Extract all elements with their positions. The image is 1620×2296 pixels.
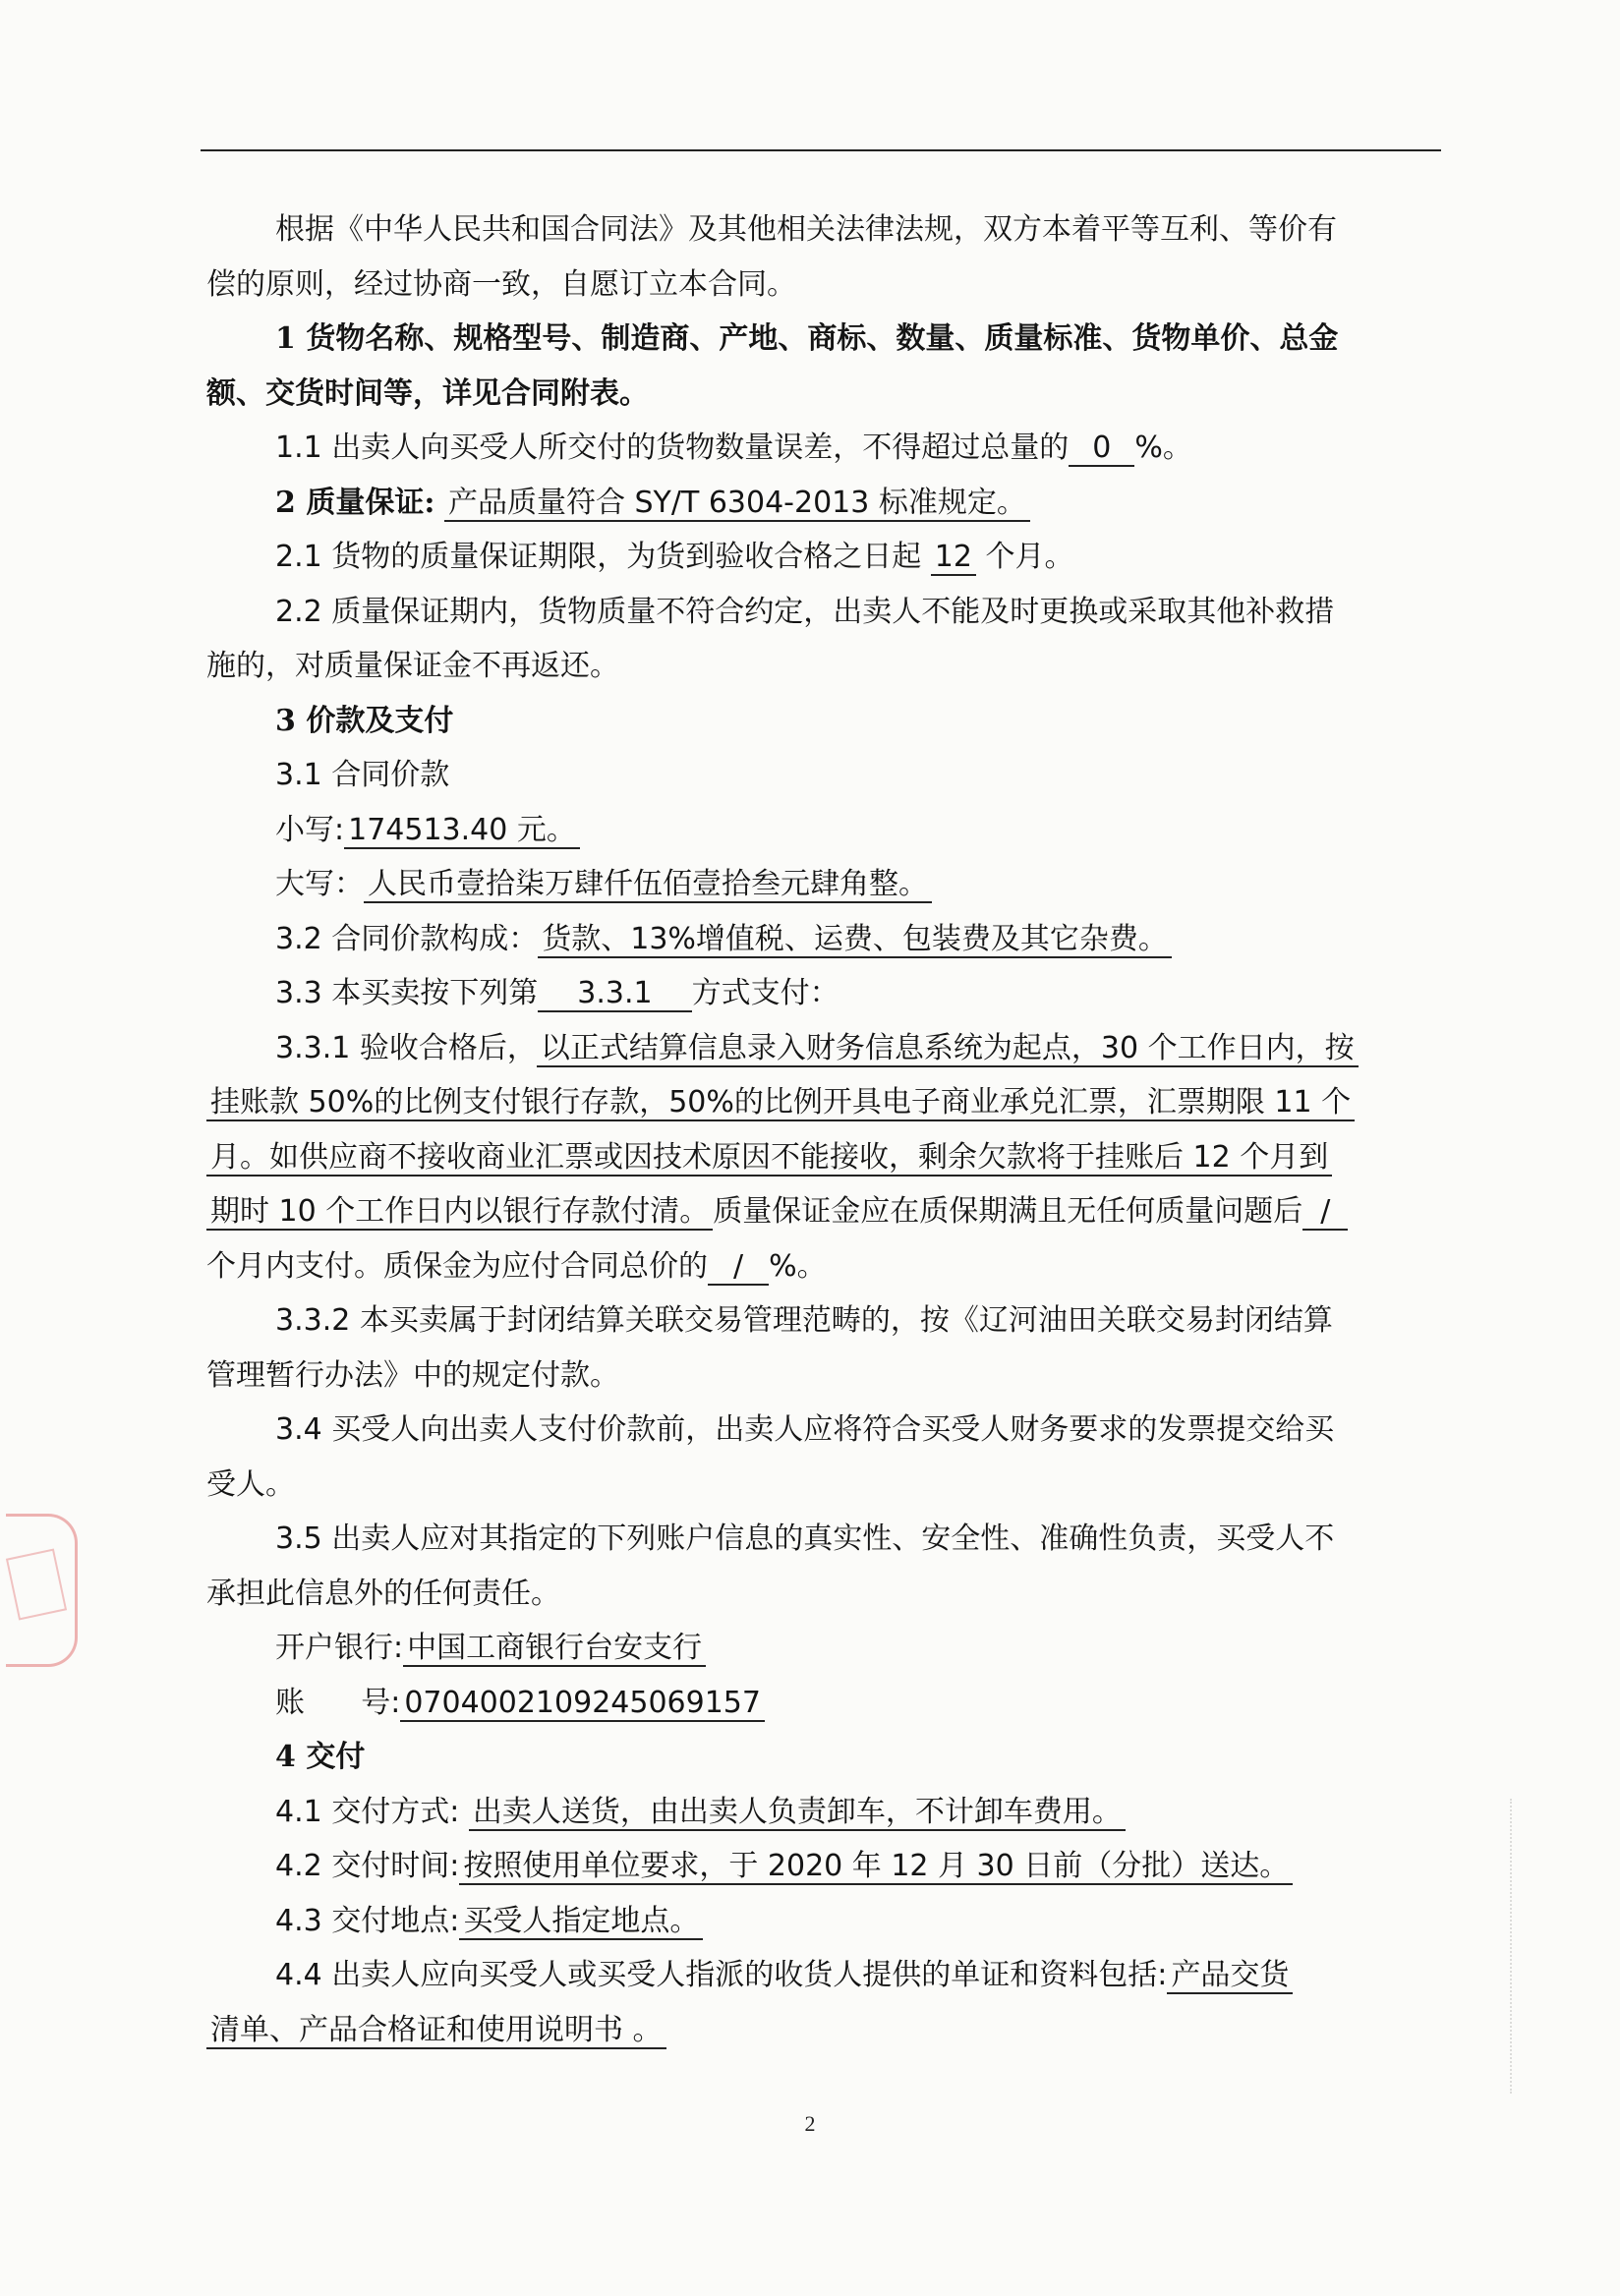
clause-3-3-1-line-2 — [206, 1075, 1443, 1130]
quality-standard-value: 产品质量符合 SY/T 6304-2013 标准规定。 — [444, 486, 1030, 522]
warranty-deposit-percent-value: / — [708, 1249, 769, 1286]
clause-text: 个月内支付。质保金为应付合同总价的 — [206, 1248, 708, 1284]
clause-text: 3.2 合同价款构成： — [275, 921, 539, 956]
clause-text: 管理暂行办法》中的规定付款。 — [206, 1357, 619, 1393]
clause-text: 1.1 出卖人向买受人所交付的货物数量误差，不得超过总量的 — [275, 430, 1070, 465]
payment-terms-value: 以正式结算信息录入财务信息系统为起点，30 个工作日内，按 — [537, 1031, 1359, 1067]
clause-3-3-1-line-3 — [206, 1130, 1443, 1185]
bleed-through-marks — [1510, 1799, 1620, 2094]
page-number: 2 — [804, 2111, 816, 2136]
delivery-place-value: 买受人指定地点。 — [459, 1904, 703, 1940]
contract-body — [206, 202, 1443, 2057]
warranty-deposit-months-value: / — [1302, 1194, 1348, 1231]
clause-text: %。 — [1134, 430, 1192, 465]
clause-2-2-line-2 — [206, 639, 1443, 694]
delivery-method-value: 出卖人送货，由出卖人负责卸车，不计卸车费用。 — [469, 1795, 1126, 1831]
clause-4-2 — [206, 1839, 1443, 1894]
payment-terms-value: 期时 10 个工作日内以银行存款付清。 — [206, 1194, 713, 1231]
clause-2-2-line-1 — [206, 585, 1443, 640]
clause-4-1 — [206, 1785, 1443, 1840]
clause-text: 3.4 买受人向出卖人支付价款前，出卖人应将符合买受人财务要求的发票提交给买 — [275, 1412, 1335, 1447]
intro-line-2 — [206, 258, 1443, 313]
warranty-months-value: 12 — [931, 540, 976, 576]
clause-4-4-line-2 — [206, 2003, 1443, 2058]
clause-3-4-line-2 — [206, 1458, 1443, 1513]
payment-terms-value: 月。如供应商不接收商业汇票或因技术原因不能接收，剩余欠款将于挂账后 12 个月到 — [206, 1140, 1332, 1177]
clause-3-5-line-1 — [206, 1512, 1443, 1567]
section-1-text: 额、交货时间等，详见合同附表。 — [206, 375, 649, 411]
clause-text: 2.1 货物的质量保证期限，为货到验收合格之日起 — [275, 540, 922, 574]
price-uppercase-value: 人民币壹拾柒万肆仟伍佰壹拾叁元肆角整。 — [364, 867, 932, 903]
quantity-error-value: 0 — [1069, 430, 1134, 467]
clause-3-3 — [206, 966, 1443, 1021]
clause-3-4-line-1 — [206, 1403, 1443, 1458]
intro-text: 偿的原则，经过协商一致，自愿订立本合同。 — [206, 266, 796, 302]
clause-text: 3.3.2 本买卖属于封闭结算关联交易管理范畴的，按《辽河油田关联交易封闭结算 — [275, 1303, 1333, 1338]
account-label: 账 号: — [275, 1685, 401, 1720]
price-lowercase-value: 174513.40 元。 — [344, 813, 580, 849]
price-composition-value: 货款、13%增值税、运费、包装费及其它杂费。 — [538, 922, 1172, 958]
bank-label: 开户银行: — [275, 1631, 404, 1665]
clause-text: 方式支付： — [691, 976, 839, 1010]
clause-text: 施的，对质量保证金不再返还。 — [206, 649, 619, 683]
section-1-heading-line-1 — [206, 312, 1443, 367]
clause-text: 4.3 交付地点: — [275, 1903, 460, 1938]
section-4-label: 4 交付 — [275, 1740, 366, 1774]
clause-3-2 — [206, 912, 1443, 967]
section-3-label: 3 价款及支付 — [275, 703, 454, 738]
clause-2-1 — [206, 530, 1443, 585]
clause-3-3-1-line-1 — [206, 1021, 1443, 1076]
clause-3-5-line-2 — [206, 1567, 1443, 1622]
price-uppercase — [206, 857, 1443, 912]
clause-text: 3.3 本买卖按下列第 — [275, 976, 539, 1010]
clause-text: 质量保证金应在质保期满且无任何质量问题后 — [713, 1194, 1303, 1229]
documents-value: 清单、产品合格证和使用说明书 。 — [206, 2013, 666, 2049]
delivery-time-value: 按照使用单位要求，于 2020 年 12 月 30 日前（分批）送达。 — [459, 1849, 1293, 1885]
documents-value: 产品交货 — [1167, 1958, 1293, 1994]
clause-3-3-2-line-1 — [206, 1293, 1443, 1349]
section-2-heading — [206, 476, 1443, 531]
payment-terms-value: 挂账款 50%的比例支付银行存款，50%的比例开具电子商业承兑汇票，汇票期限 11 个 — [206, 1085, 1355, 1121]
clause-text: 4.1 交付方式: — [275, 1794, 460, 1829]
section-4-heading — [206, 1730, 1443, 1785]
clause-3-1 — [206, 748, 1443, 803]
payment-method-value: 3.3.1 — [538, 976, 691, 1012]
clause-text: 承担此信息外的任何责任。 — [206, 1576, 560, 1611]
section-3-heading — [206, 694, 1443, 749]
intro-text: 根据《中华人民共和国合同法》及其他相关法律法规，双方本着平等互利、等价有 — [275, 212, 1337, 247]
price-uppercase-label: 大写： — [275, 867, 364, 901]
clause-text: 4.2 交付时间: — [275, 1849, 460, 1883]
clause-4-4-line-1 — [206, 1948, 1443, 2003]
clause-3-3-1-line-5 — [206, 1239, 1443, 1294]
clause-3-3-2-line-2 — [206, 1349, 1443, 1404]
account-line — [206, 1676, 1443, 1731]
section-1-text: 1 货物名称、规格型号、制造商、产地、商标、数量、质量标准、货物单价、总金 — [275, 321, 1339, 356]
intro-line-1 — [206, 202, 1443, 258]
clause-text: 个月。 — [985, 540, 1074, 574]
clause-4-3 — [206, 1894, 1443, 1949]
price-lowercase-label: 小写: — [275, 812, 345, 847]
clause-text: %。 — [769, 1248, 827, 1284]
section-1-heading-line-2 — [206, 367, 1443, 422]
clause-3-3-1-line-4 — [206, 1184, 1443, 1239]
clause-text: 3.1 合同价款 — [275, 758, 450, 792]
clause-1-1 — [206, 421, 1443, 476]
clause-text: 4.4 出卖人应向买受人或买受人指派的收货人提供的单证和资料包括: — [275, 1958, 1168, 1992]
clause-text: 受人。 — [206, 1466, 295, 1502]
bank-line — [206, 1621, 1443, 1676]
account-number-value: 0704002109245069157 — [400, 1686, 765, 1722]
header-rule — [201, 149, 1441, 151]
clause-text: 3.5 出卖人应对其指定的下列账户信息的真实性、安全性、准确性负责，买受人不 — [275, 1521, 1335, 1556]
price-lowercase — [206, 803, 1443, 858]
clause-text: 2.2 质量保证期内，货物质量不符合约定，出卖人不能及时更换或采取其他补救措 — [275, 594, 1335, 629]
section-2-label: 2 质量保证: — [275, 485, 435, 520]
clause-text: 3.3.1 验收合格后， — [275, 1030, 537, 1065]
bank-name-value: 中国工商银行台安支行 — [403, 1631, 706, 1667]
